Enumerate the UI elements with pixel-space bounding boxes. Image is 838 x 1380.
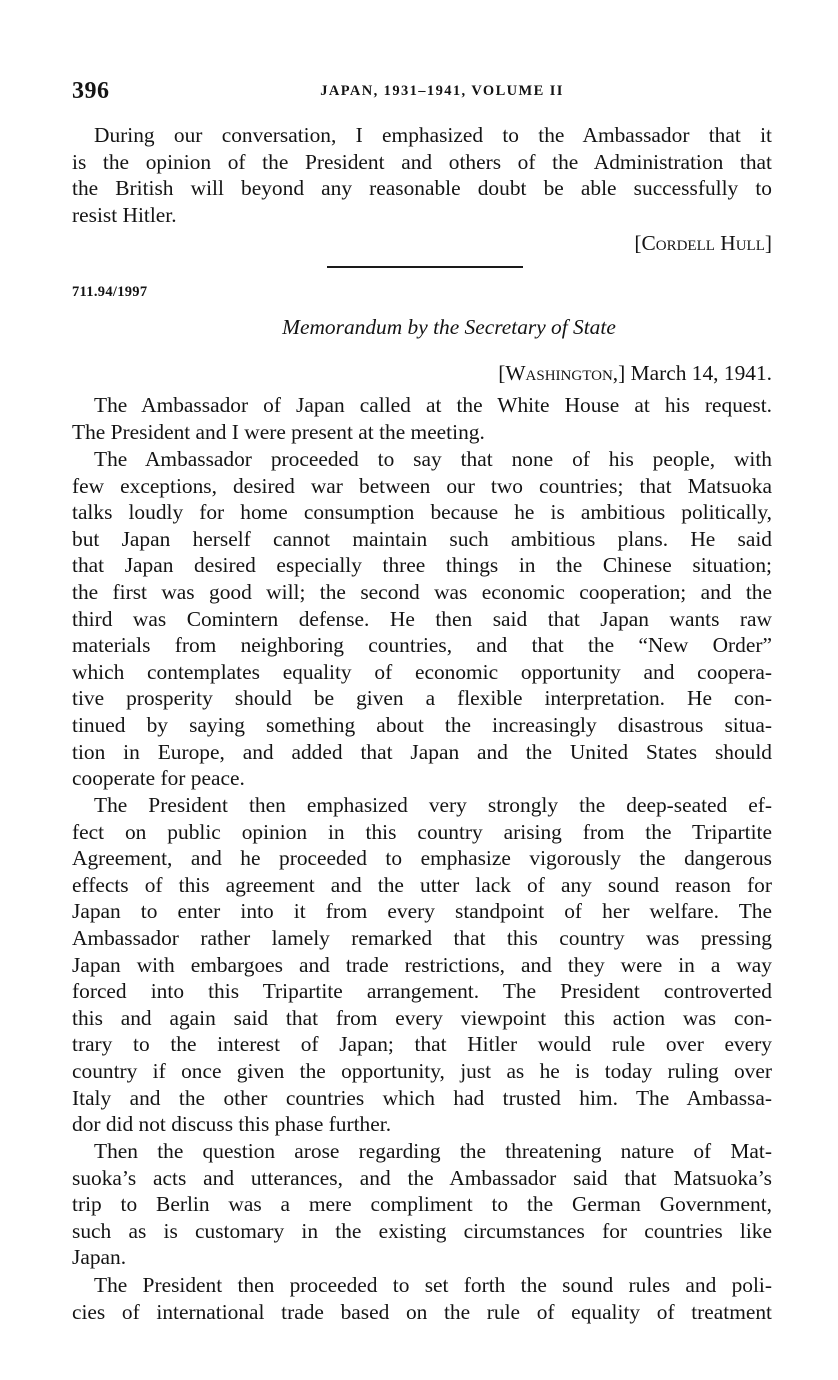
text-line: which contemplates equality of economic opportunity and coopera-	[72, 659, 772, 684]
text-line: Italy and the other countries which had trusted him. The Ambassa-	[72, 1085, 772, 1110]
page-number: 396	[72, 78, 110, 104]
text-line: The Ambassador proceeded to say that none of his people, with	[94, 447, 772, 471]
text-line: tive prosperity should be given a flexible interpretation. He con-	[72, 686, 772, 711]
text-line: few exceptions, desired war between our two countries; that Matsuoka	[72, 473, 772, 498]
memo-paragraph	[72, 446, 772, 792]
section-divider	[327, 266, 523, 268]
text-line: Ambassador rather lamely remarked that this country was pressing	[72, 925, 772, 950]
dateline-close-bracket: ]	[618, 361, 631, 385]
text-line: Then the question arose regarding the threatening nature of Mat-	[94, 1139, 772, 1163]
previous-memo-paragraph	[72, 122, 772, 228]
text-line: dor did not discuss this phase further.	[72, 1112, 392, 1137]
text-line: this and again said that from every viewpoint this action was con-	[72, 1005, 772, 1030]
text-line: the British will beyond any reasonable doubt be able successfully to	[72, 176, 772, 201]
text-line: fect on public opinion in this country arising from the Tripartite	[72, 819, 772, 844]
dateline-open-bracket: [	[498, 361, 506, 385]
text-line: trary to the interest of Japan; that Hitler would rule over every	[72, 1032, 772, 1057]
text-line: third was Comintern defense. He then said that Japan wants raw	[72, 606, 772, 631]
memo-paragraph	[72, 392, 772, 445]
text-line: Japan to enter into it from every standpoint of her welfare. The	[72, 899, 772, 924]
text-line: talks loudly for home consumption because he is ambitious politically,	[72, 500, 772, 525]
memo-paragraph	[72, 792, 772, 1138]
running-title: JAPAN, 1931–1941, VOLUME II	[320, 83, 564, 99]
text-line: Japan.	[72, 1245, 127, 1270]
text-line: The President and I were present at the meeting.	[72, 419, 485, 444]
memo-paragraph	[72, 1138, 772, 1271]
memo-paragraph	[72, 1272, 772, 1325]
text-line: tion in Europe, and added that Japan and the United States should	[72, 739, 772, 764]
text-line: cooperate for peace.	[72, 766, 245, 791]
signature	[634, 230, 772, 256]
text-line: materials from neighboring countries, and that the “New Order”	[72, 633, 772, 658]
text-line: suoka’s acts and utterances, and the Ambassador said that Matsuoka’s	[72, 1165, 772, 1190]
text-line: cies of international trade based on the rule of equality of treatment	[72, 1299, 772, 1324]
signature-open-bracket: [	[634, 231, 642, 255]
memo-title: Memorandum by the Secretary of State	[282, 315, 616, 339]
signature-name: Cordell Hull	[641, 231, 765, 255]
dateline	[498, 360, 772, 386]
text-line: The Ambassador of Japan called at the White House at his request.	[94, 393, 772, 417]
text-line: is the opinion of the President and others of the Administration that	[72, 149, 772, 174]
text-line: resist Hitler.	[72, 202, 177, 227]
text-line: The President then proceeded to set forth the sound rules and poli-	[94, 1273, 772, 1297]
running-head	[72, 78, 772, 108]
text-line: During our conversation, I emphasized to the Ambassador that it	[94, 123, 772, 147]
text-line: the first was good will; the second was economic cooperation; and the	[72, 579, 772, 604]
text-line: effects of this agreement and the utter lack of any sound reason for	[72, 872, 772, 897]
text-line: forced into this Tripartite arrangement. The President controverted	[72, 979, 772, 1004]
signature-close-bracket: ]	[764, 231, 772, 255]
dateline-date: March 14, 1941.	[630, 361, 772, 385]
text-line: trip to Berlin was a mere compliment to the German Government,	[72, 1192, 772, 1217]
text-line: tinued by saying something about the increasingly disastrous situa-	[72, 712, 772, 737]
dateline-place: Washington,	[505, 361, 619, 385]
text-line: that Japan desired especially three things in the Chinese situation;	[72, 553, 772, 578]
text-line: country if once given the opportunity, just as he is today ruling over	[72, 1058, 772, 1083]
text-line: such as is customary in the existing circumstances for countries like	[72, 1218, 772, 1243]
text-line: Japan with embargoes and trade restrictions, and they were in a way	[72, 952, 772, 977]
text-line: The President then emphasized very strongly the deep-seated ef-	[94, 793, 772, 817]
file-number: 711.94/1997	[72, 284, 148, 300]
text-line: but Japan herself cannot maintain such ambitious plans. He said	[72, 526, 772, 551]
text-line: Agreement, and he proceeded to emphasize vigorously the dangerous	[72, 846, 772, 871]
